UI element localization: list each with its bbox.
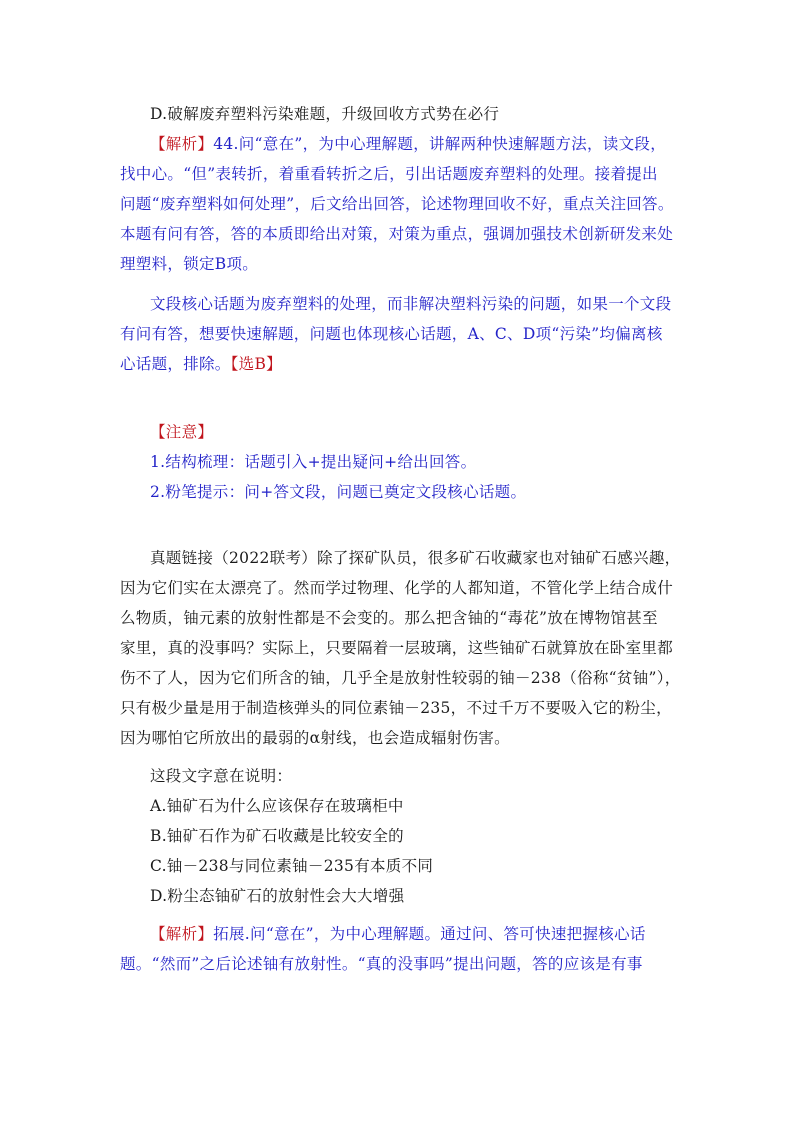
analysis-tag: 【解析】 [150, 135, 214, 153]
analysis-ext-tag: 【解析】 [150, 925, 214, 943]
analysis-ext-line-1: 【解析】拓展.问“意在”，为中心理解题。通过问、答可快速把握核心话 [150, 925, 646, 943]
analysis-44-line-3: 问题“废弃塑料如何处理”，后文给出回答，论述物理回收不好，重点关注回答。 [120, 195, 674, 213]
analysis-44-line-7: 有问有答，想要快速解题，问题也体现核心话题，A、C、D项“污染”均偏离核 [120, 325, 663, 343]
analysis-44-line-6: 文段核心话题为废弃塑料的处理，而非解决塑料污染的问题，如果一个文段 [150, 295, 672, 313]
analysis-44-line-5: 理塑料，锁定B项。 [120, 255, 259, 273]
option-d: D.粉尘态铀矿石的放射性会大大增强 [150, 887, 405, 905]
analysis-44-line-4: 本题有问有答，答的本质即给出对策，对策为重点，强调加强技术创新研发来处 [120, 225, 674, 243]
note-tag: 【注意】 [150, 423, 214, 441]
option-b: B.铀矿石作为矿石收藏是比较安全的 [150, 827, 404, 845]
question-stem: 这段文字意在说明： [150, 767, 293, 785]
question-line-2: 因为它们实在太漂亮了。然而学过物理、化学的人都知道，不管化学上结合成什 [120, 579, 674, 597]
question-line-5: 伤不了人，因为它们所含的铀，几乎全是放射性较弱的铀－238（俗称“贫铀”）， [120, 669, 681, 687]
question-line-3: 么物质，铀元素的放射性都是不会变的。那么把含铀的“毒花”放在博物馆甚至 [120, 609, 658, 627]
option-c: C.铀－238与同位素铀－235有本质不同 [150, 857, 434, 875]
analysis-44-line-2: 找中心。“但”表转折，着重看转折之后，引出话题废弃塑料的处理。接着提出 [120, 165, 658, 183]
analysis-44-line-8: 心话题，排除。【选B】 [120, 355, 282, 373]
question-line-7: 因为哪怕它所放出的最弱的α射线，也会造成辐射伤害。 [120, 729, 510, 747]
prev-option-d: D.破解废弃塑料污染难题，升级回收方式势在必行 [150, 105, 500, 123]
question-line-6: 只有极少量是用于制造核弹头的同位素铀－235，不过千万不要吸入它的粉尘， [120, 699, 672, 717]
option-a: A.铀矿石为什么应该保存在玻璃柜中 [150, 797, 404, 815]
question-line-4: 家里，真的没事吗？实际上，只要隔着一层玻璃，这些铀矿石就算放在卧室里都 [120, 639, 674, 657]
analysis-44-line-1: 【解析】44.问“意在”，为中心理解题，讲解两种快速解题方法，读文段， [150, 135, 667, 153]
answer-tag: 【选B】 [230, 355, 282, 373]
note-item-2: 2.粉笔提示：问+答文段，问题已奠定文段核心话题。 [150, 483, 527, 501]
analysis-ext-line-2: 题。“然而”之后论述铀有放射性。“真的没事吗”提出问题，答的应该是有事 [120, 955, 643, 973]
note-item-1: 1.结构梳理：话题引入+提出疑问+给出回答。 [150, 453, 477, 471]
question-line-1: 真题链接（2022联考）除了探矿队员，很多矿石收藏家也对铀矿石感兴趣， [150, 549, 681, 567]
